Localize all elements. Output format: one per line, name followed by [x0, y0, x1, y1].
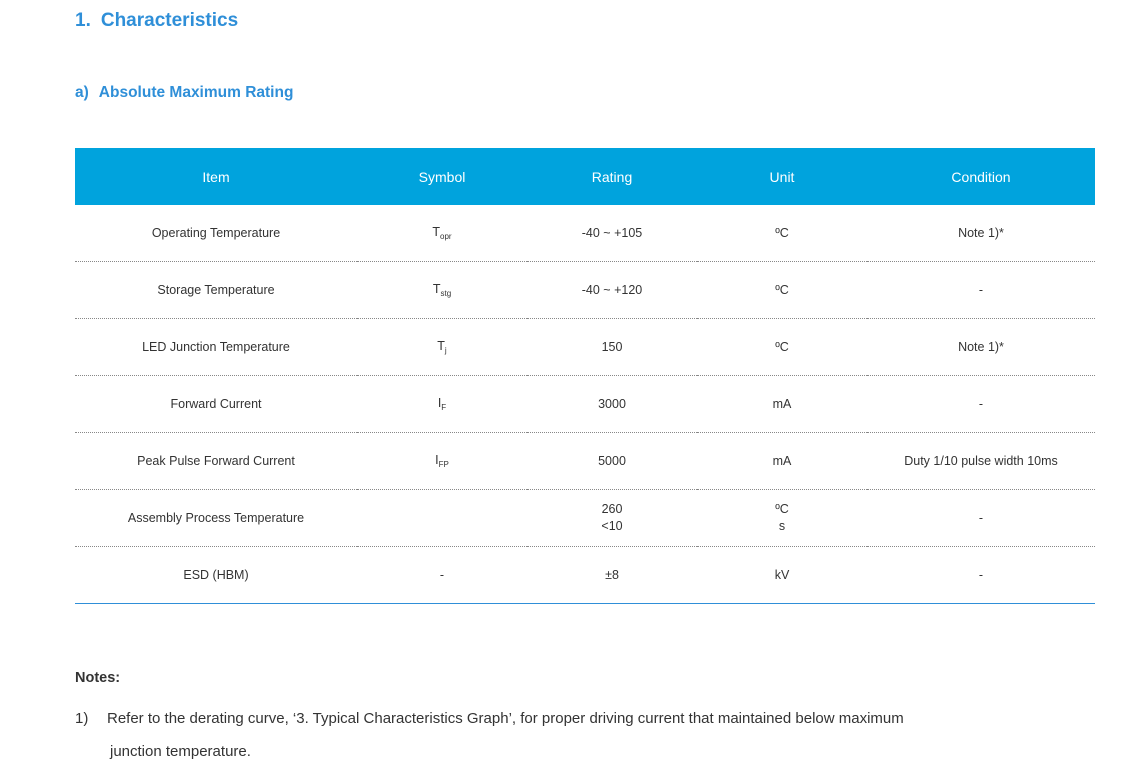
- cell-unit: [697, 490, 867, 547]
- cell-condition: -: [867, 490, 1095, 547]
- cell-symbol: $T_j$: [357, 319, 527, 376]
- cell-symbol: $T_{opr}$: [357, 205, 527, 262]
- cell-unit: ºC: [697, 262, 867, 319]
- cell-unit: mA: [697, 376, 867, 433]
- header-rating: Rating: [527, 148, 697, 205]
- cell-symbol: $T_{stg}$: [357, 262, 527, 319]
- cell-rating: 150: [527, 319, 697, 376]
- note-text-1: Refer to the derating curve, ‘3. Typical Characteristics Graph’, for proper driving current that maintained below maximum: [107, 710, 904, 727]
- cell-item: Operating Temperature: [75, 205, 357, 262]
- header-item: Item: [75, 148, 357, 205]
- cell-symbol: $I_{FP}$: [357, 433, 527, 490]
- rating-line-1: 260: [601, 502, 623, 516]
- cell-condition: Note 1)*: [867, 319, 1095, 376]
- table-row: [75, 490, 1095, 547]
- table-row: [75, 547, 1095, 604]
- cell-unit: kV: [697, 547, 867, 604]
- cell-rating: -40 ~ +120: [527, 262, 697, 319]
- rating-line-2: <10: [601, 519, 623, 533]
- header-symbol: Symbol: [357, 148, 527, 205]
- cell-rating: [527, 490, 697, 547]
- table-header-row: [75, 148, 1095, 205]
- table-row: [75, 319, 1095, 376]
- unit-line-1: ºC: [775, 502, 789, 516]
- cell-symbol: -: [357, 547, 527, 604]
- subsection-heading: [75, 84, 293, 102]
- cell-item: ESD (HBM): [75, 547, 357, 604]
- cell-item: Assembly Process Temperature: [75, 490, 357, 547]
- section-number: 1.: [75, 10, 91, 31]
- cell-rating: -40 ~ +105: [527, 205, 697, 262]
- cell-item: Forward Current: [75, 376, 357, 433]
- note-number: 1): [75, 710, 89, 727]
- notes-title: Notes:: [75, 670, 121, 686]
- section-heading: [75, 10, 238, 32]
- cell-item: Storage Temperature: [75, 262, 357, 319]
- header-unit: Unit: [697, 148, 867, 205]
- subsection-title: Absolute Maximum Rating: [98, 84, 294, 101]
- table-row: [75, 376, 1095, 433]
- absolute-maximum-rating-table: [75, 148, 1095, 604]
- cell-condition: -: [867, 262, 1095, 319]
- header-condition: Condition: [867, 148, 1095, 205]
- cell-symbol: $I_F$: [357, 376, 527, 433]
- table-row: [75, 205, 1095, 262]
- cell-unit: ºC: [697, 319, 867, 376]
- table-row: [75, 433, 1095, 490]
- table-row: [75, 262, 1095, 319]
- cell-rating: 3000: [527, 376, 697, 433]
- section-title: Characteristics: [100, 10, 239, 31]
- unit-line-2: s: [778, 519, 786, 533]
- note-line-2: junction temperature.: [110, 743, 251, 760]
- cell-rating: 5000: [527, 433, 697, 490]
- subsection-number: a): [75, 84, 89, 101]
- cell-condition: -: [867, 376, 1095, 433]
- cell-rating: ±8: [527, 547, 697, 604]
- cell-condition: -: [867, 547, 1095, 604]
- note-item: [75, 702, 904, 768]
- cell-condition: Duty 1/10 pulse width 10ms: [867, 433, 1095, 490]
- cell-unit: ºC: [697, 205, 867, 262]
- cell-symbol: [357, 490, 527, 547]
- cell-unit: mA: [697, 433, 867, 490]
- cell-item: LED Junction Temperature: [75, 319, 357, 376]
- note-line-1: [75, 702, 904, 735]
- cell-item: Peak Pulse Forward Current: [75, 433, 357, 490]
- cell-condition: Note 1)*: [867, 205, 1095, 262]
